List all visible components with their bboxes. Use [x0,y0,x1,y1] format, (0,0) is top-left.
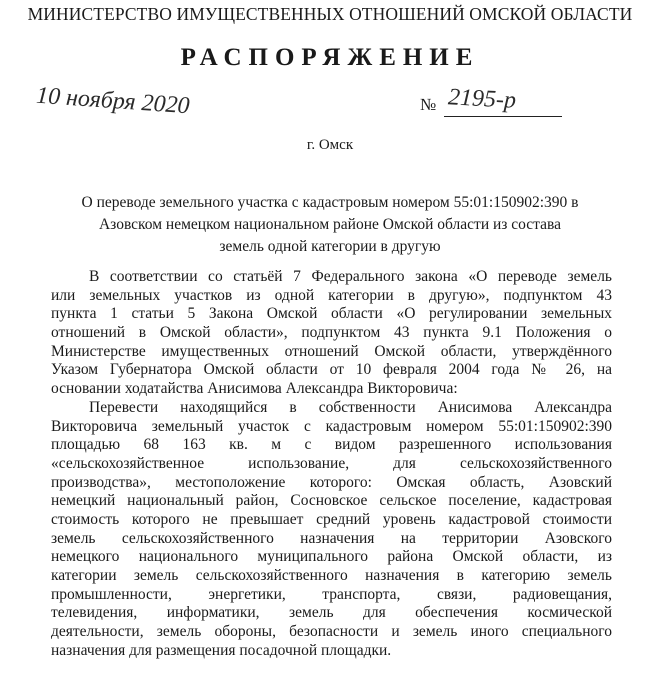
body-line: пункта 1 статьи 5 Закона Омской области «О регулировании земельных [51,305,612,323]
body-line: немецкого национального муниципального района Омской области, из [51,548,612,566]
body-line: производства», местоположение которого: Омская область, Азовский [51,473,612,491]
handwritten-number: 2195-р [447,84,517,114]
document-type-title: РАСПОРЯЖЕНИЕ [180,44,480,71]
body-line: Министерстве имущественных отношений Омской области, утверждённого [51,342,612,360]
city-label: г. Омск [306,137,354,153]
body-line: Викторовича земельный участок с кадастровым номером 55:01:150902:390 [51,417,612,435]
body-line: или земельных участков из одной категории в другую», подпунктом 43 [51,286,612,304]
body-line: земель сельскохозяйственного назначения на территории Азовского [51,529,612,547]
body-line: основании ходатайства Анисимова Александра Викторовича: [51,380,458,398]
body-line: Перевести находящийся в собственности Анисимова Александра [89,398,612,416]
body-line: категории земель сельскохозяйственного назначения в категорию земель [51,567,612,584]
subject-line: земель одной категории в другую [219,238,441,255]
body-line: отношений в Омской области», подпунктом 43 пункта 9.1 Положения о [51,324,612,342]
body-line: промышленности, энергетики, транспорта, связи, радиовещания, [51,585,612,603]
body-line: В соответствии со статьёй 7 Федерального закона «О переводе земель [89,268,612,285]
subject-line: О переводе земельного участка с кадастровым номером 55:01:150902:390 в [81,194,579,211]
body-line: телевидения, информатики, земель для обеспечения космической [51,604,612,622]
body-line: Указом Губернатора Омской области от 10 февраля 2004 года № 26, на [51,361,612,379]
body-line: стоимость которого не превышает средний уровень кадастровой стоимости [51,510,612,528]
subject-line: Азовском немецком национальном районе Омской области из состава [98,216,562,233]
subject-block [80,192,580,258]
ministry-name: МИНИСТЕРСТВО ИМУЩЕСТВЕННЫХ ОТНОШЕНИЙ ОМСКОЙ ОБЛАСТИ [27,4,633,24]
body-line: площадью 68 163 кв. м с видом разрешенного использования [51,436,612,454]
number-underline [444,116,562,117]
body-text [51,268,612,660]
body-line: «сельскохозяйственное использование, для сельскохозяйственного [51,454,612,472]
number-label: № [420,95,437,114]
body-line: назначения для размещения посадочной площадки. [51,641,392,659]
body-line: немецкий национальный район, Сосновское сельское поселение, кадастровая [51,492,612,510]
body-line: деятельности, земель обороны, безопасности и земель иного специального [51,623,612,641]
handwritten-date: 10 ноября 2020 [35,82,191,120]
